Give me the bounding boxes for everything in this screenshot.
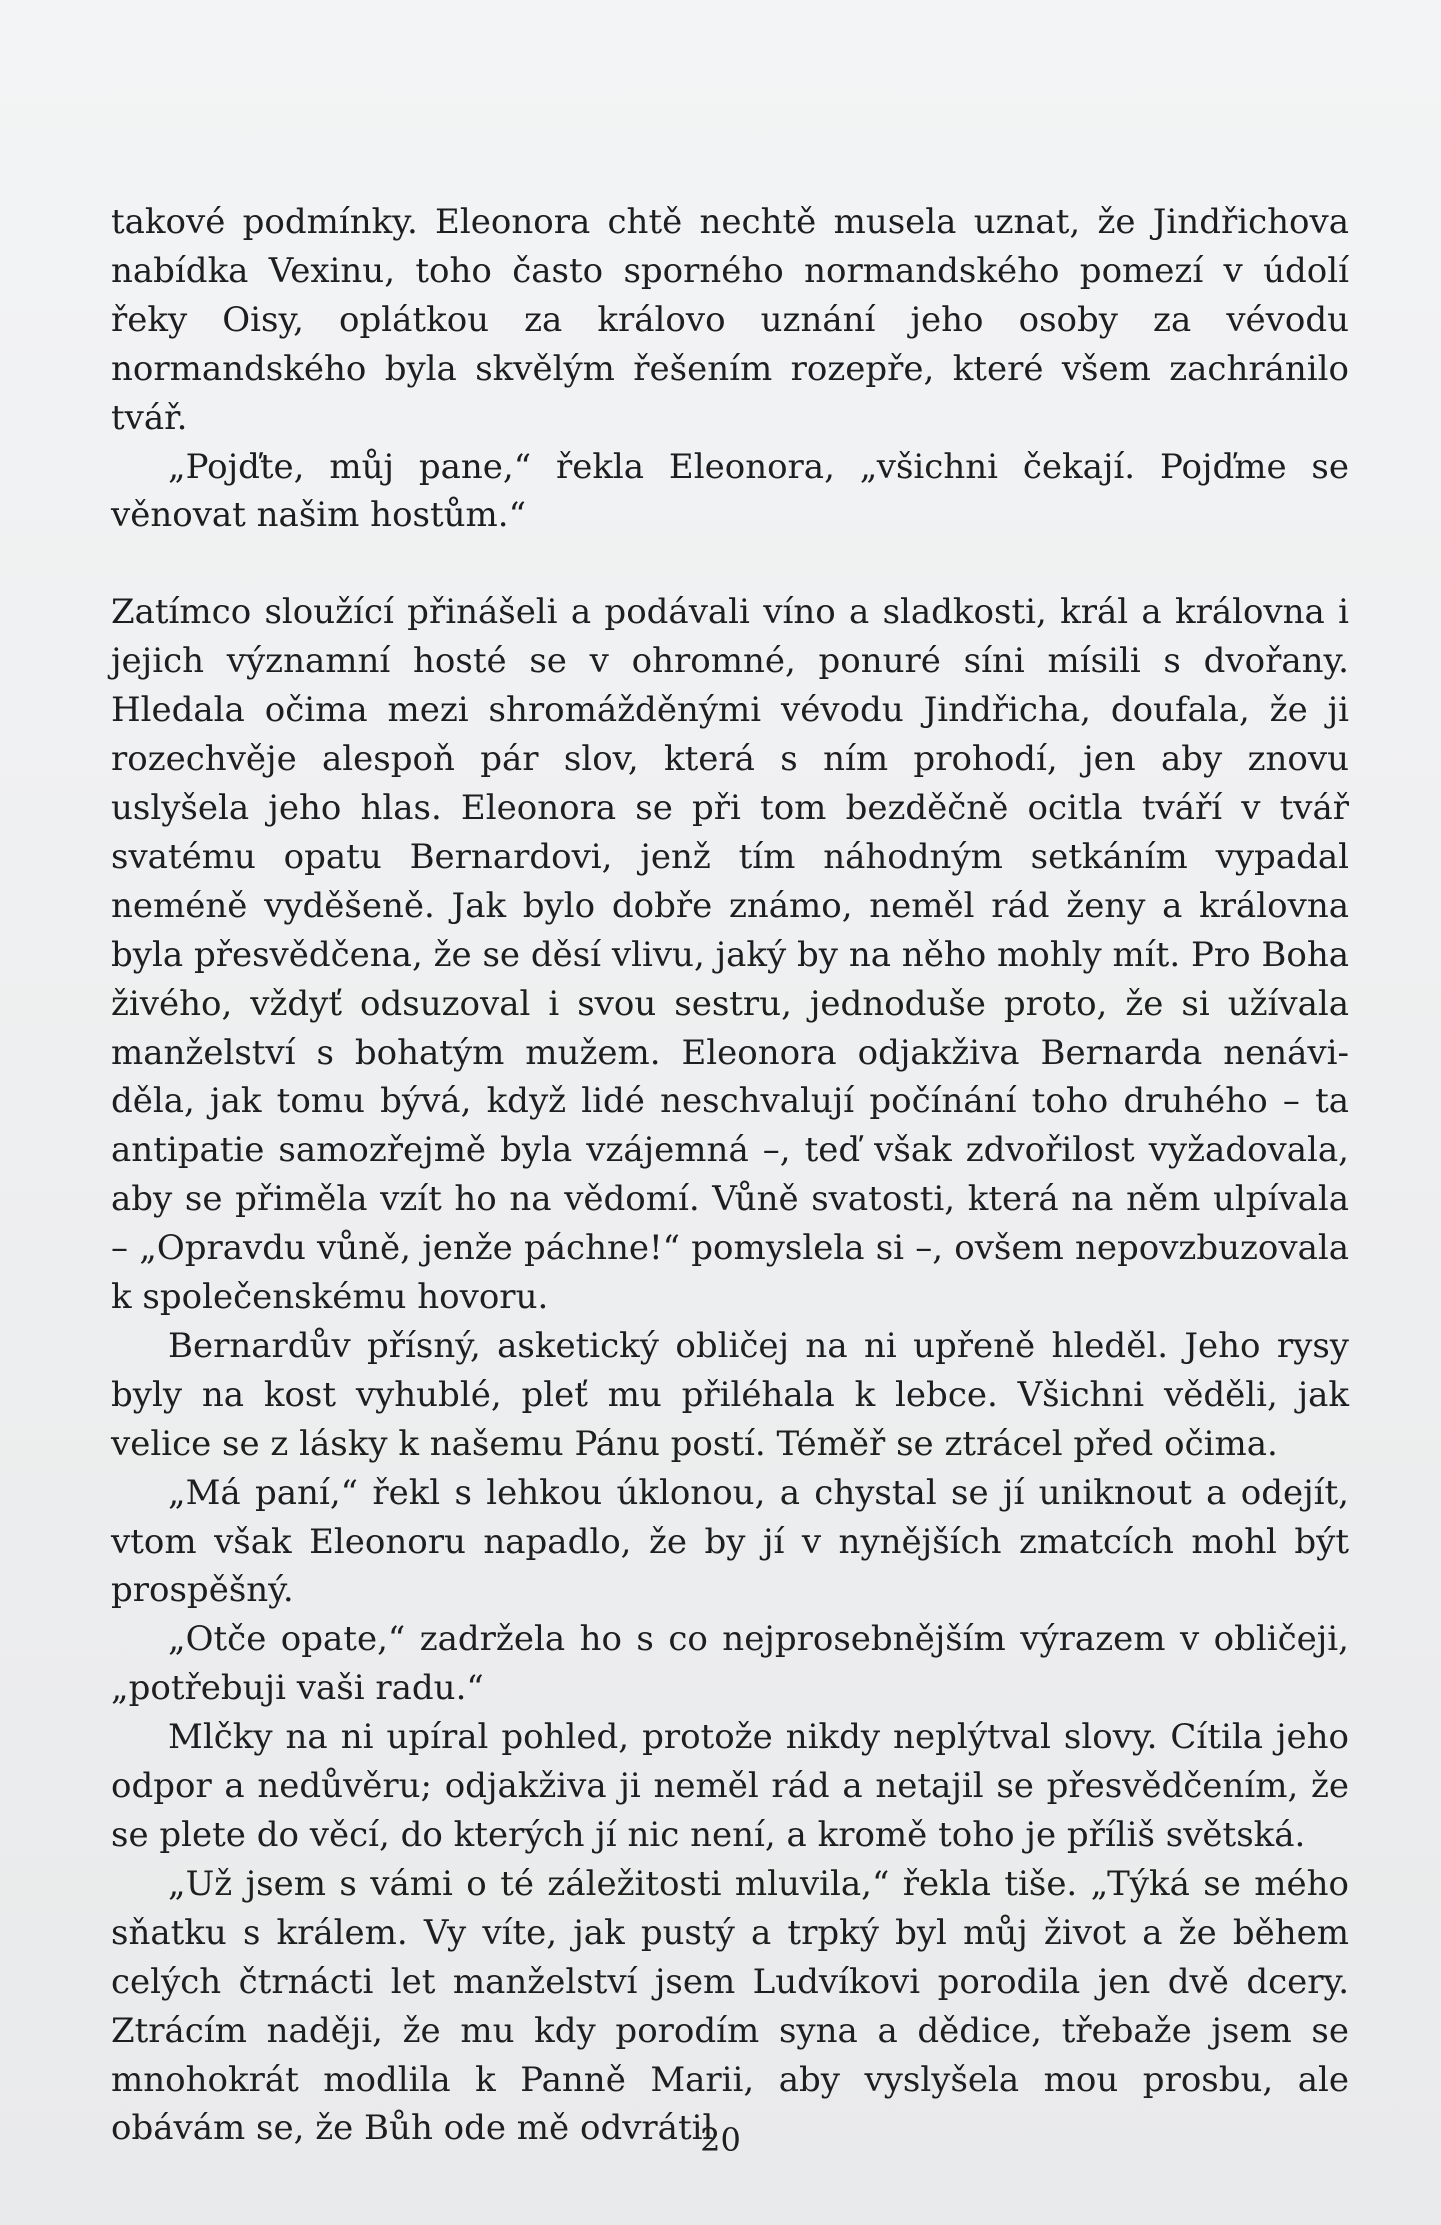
paragraph-dialogue-ma-pani: „Má paní,“ řekl s lehkou úklonou, a chystal se jí uniknout a odejít, vtom však Eleonoru napadlo, že by jí v nynějších zmatcích mohl být prospěšný.	[111, 1472, 1349, 1611]
paragraph-section-start: Zatímco sloužící přinášeli a podávali víno a sladkosti, král a královna i jejich významní hosté se v ohromné, ponuré síni mísili s dvořany. Hledala očima mezi shromážděnými vévodu Jindřicha, doufala, že ji rozechvěje alespoň pár slov, která s ním prohodí, jen aby znovu uslyšela jeho hlas. Eleonora se při tom bezděčně ocitla tváří v tvář svatému opatu Bernardovi, jenž tím náhodným setkáním vypadal neméně vyděšeně. Jak bylo dobře známo, neměl rád ženy a královna byla přesvědčena, že se děsí vlivu, jaký by na něho mohly mít. Pro Boha živého, vždyť odsuzoval i svou sestru, jednoduše proto, že si užívala manželství s bohatým mužem. Eleonora odjakživa Bernarda nenáviděla, jak tomu bývá, když lidé neschvalují počínání toho druhého – ta antipatie samozřejmě byla vzájemná –, teď však zdvořilost vyžadovala, aby se přiměla vzít ho na vědomí. Vůně svatosti, která na něm ulpívala – „Opravdu vůně, jenže páchne!“ pomyslela si –, ovšem nepovzbuzovala k společenskému hovoru.	[111, 592, 1349, 1318]
page-number: 20	[700, 2121, 741, 2159]
paragraph-dialogue-uz-jsem: „Už jsem s vámi o té záležitosti mluvila,“ řekla tiše. „Týká se mého sňatku s králem. Vy víte, jak pustý a trpký byl můj život a že během celých čtrnácti let manželství jsem Ludvíkovi porodila jen dvě dcery. Ztrácím naději, že mu kdy porodím syna a dědice, třebaže jsem se mnohokrát modlila k Panně Marii, aby vyslyšela mou prosbu, ale obávám se, že Bůh ode mě odvrátil	[111, 1863, 1349, 2149]
paragraph-dialogue-otce-opate: „Otče opate,“ zadržela ho s co nejprosebnějším výrazem v obličeji, „potřebuji vaši radu.“	[111, 1619, 1349, 1709]
paragraph-continuation: takové podmínky. Eleonora chtě nechtě musela uznat, že Jindřichova nabídka Vexinu, toho často sporného normandského pomezí v údolí řeky Oisy, oplátkou za královo uznání jeho osoby za vévodu normandského byla skvělým řešením rozepře, které všem zachránilo tvář.	[111, 202, 1349, 438]
paragraph-dialogue-pojdte: „Pojďte, můj pane,“ řekla Eleonora, „všichni čekají. Pojďme se věnovat našim hostům.“	[111, 446, 1349, 536]
paragraph-bernard: Bernardův přísný, asketický obličej na ni upřeně hleděl. Jeho rysy byly na kost vyhublé, pleť mu přiléhala k lebce. Všichni věděli, jak velice se z lásky k našemu Pánu postí. Téměř se ztrácel před očima.	[111, 1325, 1349, 1464]
body-text	[111, 198, 1349, 2153]
paragraph-mlcky: Mlčky na ni upíral pohled, protože nikdy neplýtval slovy. Cítila jeho odpor a nedůvěru; odjakživa ji neměl rád a netajil se přesvědčením, že se plete do věcí, do kterých jí nic není, a kromě toho je příliš světská.	[111, 1717, 1349, 1855]
